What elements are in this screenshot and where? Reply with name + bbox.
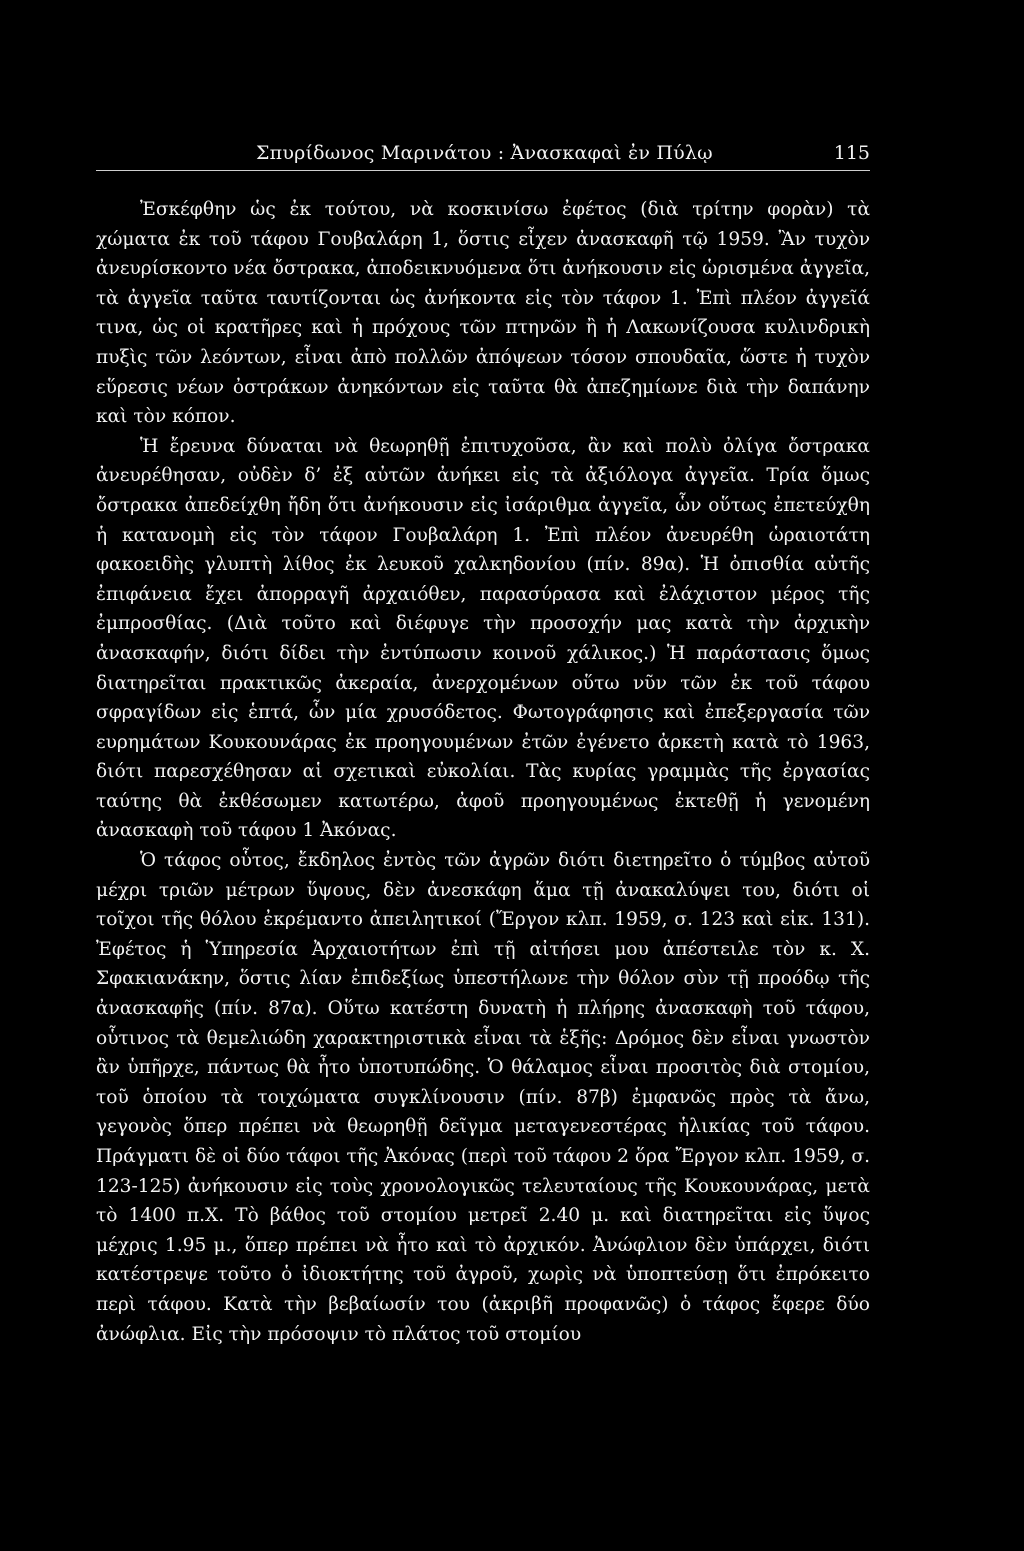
paragraph: Ὁ τάφος οὗτος, ἔκδηλος ἐντὸς τῶν ἀγρῶν διότι διετηρεῖτο ὁ τύμβος αὐτοῦ μέχρι τριῶν μέτρων ὕψους, δὲν ἀνεσκάφη ἅμα τῇ ἀνακαλύψει του, διότι οἱ τοῖχοι τῆς θόλου ἐκρέμαντο ἀπειλητικοί (Ἔργον κλπ. 1959, σ. 123 καὶ εἰκ. 131). Ἐφέτος ἡ Ὑπηρεσία Ἀρχαιοτήτων ἐπὶ τῇ αἰτήσει μου ἀπέστειλε τὸν κ. Χ. Σφακιανάκην, ὅστις λίαν ἐπιδεξίως ὑπεστήλωνε τὴν θόλον σὺν τῇ προόδῳ τῆς ἀνασκαφῆς (πίν. 87α). Οὕτω κατέστη δυνατὴ ἡ πλήρης ἀνασκαφὴ τοῦ τάφου, οὗτινος τὰ θεμελιώδη χαρακτηριστικὰ εἶναι τὰ ἑξῆς: Δρόμος δὲν εἶναι γνωστὸν ἂν ὑπῆρχε, πάντως θὰ ἦτο ὑποτυπώδης. Ὁ θάλαμος εἶναι προσιτὸς διὰ στομίου, τοῦ ὁποίου τὰ τοιχώματα συγκλίνουσιν (πίν. 87β) ἐμφανῶς πρὸς τὰ ἄνω, γεγονὸς ὅπερ πρέπει νὰ θεωρηθῇ δεῖγμα μεταγενεστέρας ἡλικίας τοῦ τάφου. Πράγματι δὲ οἱ δύο τάφοι τῆς Ἀκόνας (περὶ τοῦ τάφου 2 ὅρα Ἔργον κλπ. 1959, σ. 123-125) ἀνήκουσιν εἰς τοὺς χρονολογικῶς τελευταίους τῆς Κουκουνάρας, μετὰ τὸ 1400 π.Χ. Τὸ βάθος τοῦ στομίου μετρεῖ 2.40 μ. καὶ διατηρεῖται εἰς ὕψος μέχρις 1.95 μ., ὅπερ πρέπει νὰ ἦτο καὶ τὸ ἀρχικόν. Ἀνώφλιον δὲν ὑπάρχει, διότι κατέστρεψε τοῦτο ὁ ἰδιοκτήτης τοῦ ἀγροῦ, χωρὶς νὰ ὑποπτεύσῃ ὅτι ἐπρόκειτο περὶ τάφου. Κατὰ τὴν βεβαίωσίν του (ἀκριβῆ προφανῶς) ὁ τάφος ἔφερε δύο ἀνώφλια. Εἰς τὴν πρόσοψιν τὸ πλάτος τοῦ στομίου	[96, 850, 870, 1345]
running-header	[96, 140, 870, 171]
running-title: Σπυρίδωνος Μαρινάτου : Ἀνασκαφαὶ ἐν Πύλῳ	[256, 142, 713, 164]
page-number: 115	[833, 142, 870, 164]
body-text	[96, 195, 870, 1349]
paragraph: Ἡ ἔρευνα δύναται νὰ θεωρηθῇ ἐπιτυχοῦσα, ἂν καὶ πολὺ ὀλίγα ὄστρακα ἀνευρέθησαν, οὐδὲν δ’ ἐξ αὐτῶν ἀνήκει εἰς τὰ ἀξιόλογα ἀγγεῖα. Τρία ὅμως ὄστρακα ἀπεδείχθη ἤδη ὅτι ἀνήκουσιν εἰς ἰσάριθμα ἀγγεῖα, ὧν οὕτως ἐπετεύχθη ἡ κατανομὴ εἰς τὸν τάφον Γουβαλάρη 1. Ἐπὶ πλέον ἀνευρέθη ὡραιοτάτη φακοειδὴς γλυπτὴ λίθος ἐκ λευκοῦ χαλκηδονίου (πίν. 89α). Ἡ ὀπισθία αὐτῆς ἐπιφάνεια ἔχει ἀπορραγῆ ἀρχαιόθεν, παρασύρασα καὶ ἐλάχιστον μέρος τῆς ἐμπροσθίας. (Διὰ τοῦτο καὶ διέφυγε τὴν προσοχήν μας κατὰ τὴν ἀρχικὴν ἀνασκαφήν, διότι δίδει τὴν ἐντύπωσιν κοινοῦ χάλικος.) Ἡ παράστασις ὅμως διατηρεῖται πρακτικῶς ἀκεραία, ἀνερχομένων οὕτω νῦν τῶν ἐκ τοῦ τάφου σφραγίδων εἰς ἑπτά, ὧν μία χρυσόδετος. Φωτογράφησις καὶ ἐπεξεργασία τῶν ευρημάτων Κουκουνάρας ἐκ προηγουμένων ἐτῶν ἐγένετο ἀρκετὴ κατὰ τὸ 1963, διότι παρεσχέθησαν αἱ σχετικαὶ εὐκολίαι. Τὰς κυρίας γραμμὰς τῆς ἐργασίας ταύτης θὰ ἐκθέσωμεν κατωτέρω, ἀφοῦ προηγουμένως ἐκτεθῇ ἡ γενομένη ἀνασκαφὴ τοῦ τάφου 1 Ἀκόνας.	[96, 435, 870, 842]
paragraph: Ἐσκέφθην ὡς ἐκ τούτου, νὰ κοσκινίσω ἐφέτος (διὰ τρίτην φορὰν) τὰ χώματα ἐκ τοῦ τάφου Γουβαλάρη 1, ὅστις εἶχεν ἀνασκαφῆ τῷ 1959. Ἂν τυχὸν ἀνευρίσκοντο νέα ὄστρακα, ἀποδεικνυόμενα ὅτι ἀνήκουσιν εἰς ὡρισμένα ἀγγεῖα, τὰ ἀγγεῖα ταῦτα ταυτίζονται ὡς ἀνήκοντα εἰς τὸν τάφον 1. Ἐπὶ πλέον ἀγγεῖά τινα, ὡς οἱ κρατῆρες καὶ ἡ πρόχους τῶν πτηνῶν ἢ ἡ Λακωνίζουσα κυλινδρικὴ πυξὶς τῶν λεόντων, εἶναι ἀπὸ πολλῶν ἀπόψεων τόσον σπουδαῖα, ὥστε ἡ τυχὸν εὕρεσις νέων ὀστράκων ἀνηκόντων εἰς ταῦτα θὰ ἀπεζημίωνε διὰ τὴν δαπάνην καὶ τὸν κόπον.	[96, 199, 870, 428]
document-page	[96, 140, 870, 1349]
